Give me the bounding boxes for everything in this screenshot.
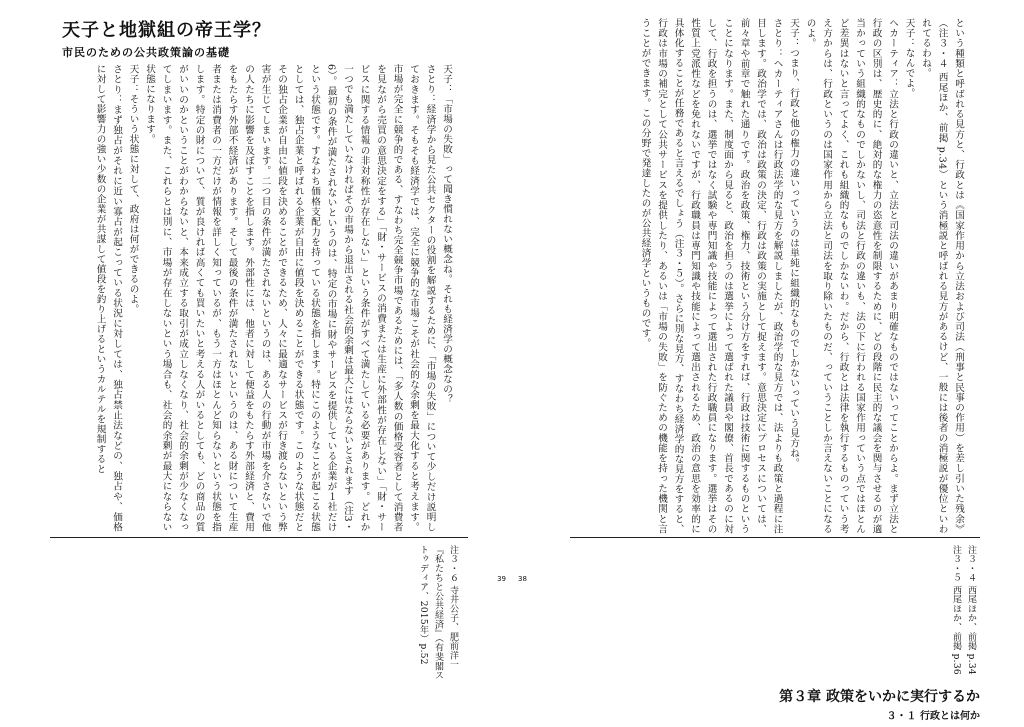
right-page-footnotes (638, 545, 978, 685)
left-page-body (54, 64, 454, 532)
dialogue-paragraph: さとり：ヘカーティアさんは行政法学的な見方を解説しましたが、政治学的な見方では、法よりも政策と過程に注目します。政治学では、政治は政策の決定、行政は政策の実施として捉えます。意思決定にプロセスについては、前々章や前章で触れた通りです。政治を政策、権力、技術という分け方をすれば、行政は技術に関するものということになります。また、制度面から見ると、政治を担うのは選挙によって選ばれた議員や閣僚、首長であるのに対して、行政を担うのは、選挙ではなく試験や専門知識や技能によって選出された行政職員になります。選挙はその性質上党派性などを免れないですが、行政職員は専門知識や技能によって選出されるため、政治の意思を効率的に具体化することが任務であると言えるでしょう（注３・５）。さらに別な見方、すなわち経済学的な見方をすると、行政は市場の補完として公共サービスを提供したり、あるいは「市場の失敗」を防ぐための機能を持った機関と言うことができます。この分野で発達したのが公共経済学というものです。 (639, 18, 783, 534)
left-page-footnotes (340, 545, 460, 685)
section-title: ３・１ 行政とは何か (886, 711, 980, 722)
right-page (512, 0, 1024, 727)
footnote: 注３・４ 西尾ほか、前掲 p.34 (966, 545, 976, 675)
dialogue-paragraph: さとり：まず独占がそれに近い寡占が起こっている状況に対しては、独占禁止法などの、独占や、価格に対して影響力の強い少数の企業が共謀して値段を釣り上げるというカルテルを規制すると (94, 64, 122, 532)
right-page-number: 38 (518, 575, 527, 583)
dialogue-paragraph: 天子：なんでよ。 (903, 18, 915, 98)
footnote-divider (570, 537, 980, 538)
chapter-title: 第３章 政策をいかに実行するか (779, 689, 980, 705)
footnote: 注３・６ 寺井公子、肥前洋一『私たちと公共経済』（有斐閣ストゥディア、2015年）p.52 (418, 545, 458, 680)
dialogue-paragraph: 天子：つまり、行政と他の権力の違いっていうのは単純に組織的なものでしかないっていう見方ね。 (788, 18, 799, 468)
dialogue-paragraph: 天子：そういう状態に対して、政府は何ができるのよ。 (127, 64, 139, 314)
book-title: 天子と地獄組の帝王学？ (62, 20, 271, 41)
left-page-number: 39 (497, 575, 506, 583)
dialogue-paragraph: 天子：「市場の失敗」って聞き慣れない概念ね。それも経済学の概念なの？ (441, 64, 452, 404)
book-subtitle: 市民のための公共政策論の基礎 (62, 46, 230, 59)
right-page-body (566, 18, 966, 534)
footnote: 注３・５ 西尾ほか、前掲 p.36 (951, 545, 961, 675)
dialogue-paragraph: さとり：経済学から見た公共セクターの役割を解説するために、「市場の失敗」について少しだけ説明しておきます。そもそも経済学では、完全に競争的な市場こそが社会的な余剰を最大化すると考えます。市場が完全に競争的である、すなわち完全競争市場であるためには、「多人数の価格受容者として消費者を見ながら売買の意思決定をする」「財・サービスの消費または生産に外部性が存在しない」「財・サービスに関する情報の非対称性が存在しない」という条件がすべて満たしている必要があります。どれか一つでも満たしていなければその市場から退出される社会的余剰は最大にはならないとされます（注3・6）。最初の条件が満たされないというのは、特定の市場に財やサービスを提供している企業が１社だけという状態です。すなわち価格支配力を持っている状態を指します。特にこのようなことが起こる状態としては、独占企業と呼ばれる企業が自由に値段を決めることができる状態です。このような状態だとその独占企業が自由に値段を決めることができるため、人々に最適なサービスが行き渡らないという弊害が生じてしまいます。二つ目の条件が満たされないというのは、ある人の行動が市場を介さないで他の人たちに影響を及ぼすことを指します。外部性には、他者に対して便益をもたらす外部経済と、費用をもたらす外部不経済があります。そして最後の条件が満たされないというのは、ある財について生産者または消費者の一方だけが情報を詳しく知っているが、もう一方はほとんど知らないという状態を指します。特定の財について、質が良ければ高くても買いたいと考える人がいるとしても、どの商品の質がいいのかということがわからないと、本来成立する取引が成立しなくなり、社会的余剰が少なくなってしまいます。また、これらとは別に、市場が存在しないという場合も、社会的余剰が最大にならない状態になります。 (144, 64, 436, 532)
dialogue-paragraph: ヘカーティア：立法と行政の違いと、立法と司法の違いがあまり明確なものではないってことからよ。まず立法と行政の区別は、歴史的に、絶対的な権力の恣意性を制限するために、どの段階に民主的な議会を関与させるのが適当かっていう組織的なものでしかないし、司法と行政の違いも、法の下に行われる国家作用っていう点ではほとんど差異はないと言ってよく、これも組織的なものでしかないわ。だから、行政とは法律を執行するものっていう考え方からは、行政というのは国家作用から立法と司法を取り除いたものだ、っていうことしか言えないことになるのよ。 (804, 18, 898, 534)
dialogue-paragraph: という種類と呼ばれる見方と、行政とは《国家作用から立法および司法（刑事と民事の作用）を差し引いた残余》（注３・４ 西尾ほか、前掲 p.34）という消極説と呼ばれる見方があるけど、一般には後者の消極説が優位といわれてるわね。 (920, 18, 964, 534)
footnote-divider (50, 537, 468, 538)
